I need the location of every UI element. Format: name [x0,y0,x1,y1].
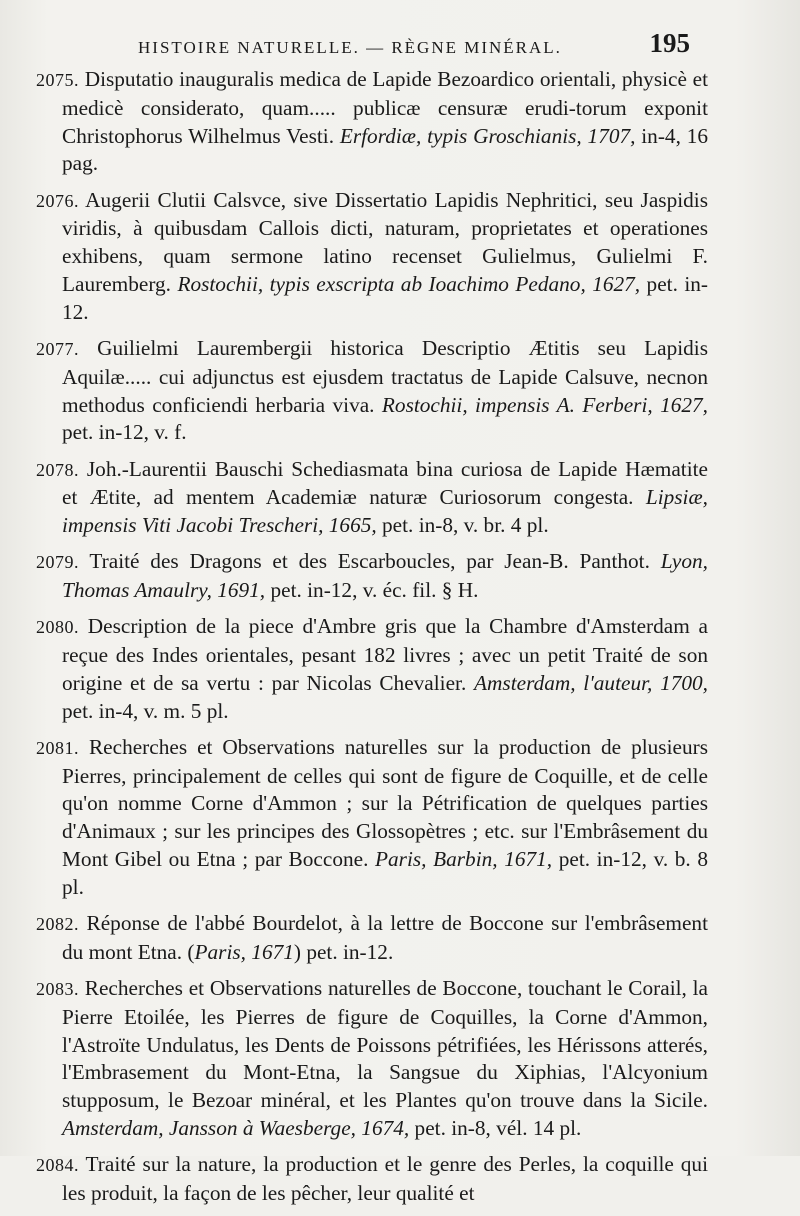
entry-number: 2077. [36,338,79,359]
entry-number: 2079. [36,552,79,573]
page-header [130,28,690,68]
entry-format: pet. in-12. [62,271,708,324]
entry-format: in-4, 16 pag. [62,123,708,176]
catalogue-entry-2075 [36,66,708,178]
entry-number: 2075. [36,70,79,90]
catalogue-entries [36,66,708,1216]
entry-imprint: Lipsiæ, impensis Viti Jacobi Trescheri, 1665, [62,485,708,538]
entry-text: Augerii Clutii Calsvce, sive Dissertatio Lapidis Nephritici, seu Jaspidis viridis, à quibusdam Callois dicti, naturam, proprietates et operationes exhibens, quam sermone latino recenset Gulielmus, Gulielmi F. Lauremberg. [62,187,708,296]
catalogue-entry-2078 [36,456,708,540]
catalogue-entry-2084 [36,1151,708,1208]
entry-text: Guilielmi Laurembergii historica Descriptio Ætitis seu Lapidis Aquilæ..... cui adjunctus est ejusdem tractatus de Lapide Calsuve, necnon methodus conficiendi herbaria viva. [62,335,708,417]
entry-imprint: Rostochii, impensis A. Ferberi, 1627, [381,392,709,417]
entry-imprint: Paris, 1671 [194,939,294,964]
entry-text: Recherches et Observations naturelles de Boccone, touchant le Corail, la Pierre Etoilée, les Pierres de figure de Coquilles, la Corne d'Ammon, l'Astroïte Undulatus, les Dents de Poissons pétrifiées, les Hérissons atterés, l'Embrasement du Mont-Etna, la Sangsue du Xiphias, l'Alcyonium stupposum, le Bezoar minéral, et les Plantes qu'on trouve dans la Sicile. [62,976,708,1113]
entry-number: 2080. [36,617,79,638]
entry-number: 2081. [36,737,79,758]
entry-format: pet. in-12, v. f. [62,420,187,445]
running-title: HISTOIRE NATURELLE. — RÈGNE MINÉRAL. [138,38,562,57]
entry-format: pet. in-12, v. éc. fil. § H. [265,578,479,603]
entry-format: pet. in-8, vél. 14 pl. [409,1116,582,1141]
entry-number: 2084. [36,1155,79,1176]
entry-imprint: Paris, Barbin, 1671, [375,847,553,872]
entry-text: Joh.-Laurentii Bauschi Schediasmata bina curiosa de Lapide Hæmatite et Ætite, ad mentem Academiæ naturæ Curiosorum congesta. [62,456,708,510]
entry-number: 2083. [36,979,79,1000]
catalogue-entry-2080 [36,613,708,725]
entry-text: Réponse de l'abbé Bourdelot, à la lettre de Boccone sur l'embrâsement du mont Etna. ( [62,911,708,964]
entry-text: Traité des Dragons et des Escarboucles, par Jean-B. Panthot. [79,549,661,574]
page-number: 195 [649,28,690,58]
catalogue-entry-2081 [36,734,708,902]
entry-imprint: Erfordiæ, typis Groschianis, 1707, [339,123,636,148]
catalogue-entry-2083 [36,975,708,1143]
entry-format: pet. in-12, v. b. 8 pl. [62,847,709,899]
catalogue-entry-2077 [36,335,708,447]
entry-format: pet. in-4, v. m. 5 pl. [62,698,229,723]
entry-text: Recherches et Observations naturelles sur la production de plusieurs Pierres, principalement de celles qui sont de figure de Coquille, et de celle qu'on nomme Corne d'Ammon ; sur la Pétrification de quelques parties d'Animaux ; sur les principes des Glossopètres ; etc. sur l'Embrâsement du Mont Gibel ou Etna ; par Boccone. [62,734,708,872]
catalogue-entry-2079 [36,548,708,605]
entry-format: pet. in-8, v. br. 4 pl. [376,513,549,538]
catalogue-entry-2082 [36,910,708,967]
entry-number: 2078. [36,459,79,480]
entry-imprint: Lyon, Thomas Amaulry, 1691, [62,549,708,603]
entry-imprint: Amsterdam, Jansson à Waesberge, 1674, [62,1116,410,1141]
entry-text: Disputatio inauguralis medica de Lapide Bezoardico orientali, physicè et medicè considerato, quam..... publicæ censuræ erudi-torum exponit Christophorus Wilhelmus Vesti. [62,67,708,148]
entry-format: ) pet. in-12. [293,939,394,964]
entry-imprint: Amsterdam, l'auteur, 1700, [474,670,709,695]
entry-imprint: Rostochii, typis exscripta ab Ioachimo Pedano, 1627, [177,271,641,296]
entry-text: Description de la piece d'Ambre gris que la Chambre d'Amsterdam a reçue des Indes orientales, pesant 182 livres ; avec un petit Traité de son origine et de sa vertu : par Nicolas Chevalier. [62,614,708,695]
entry-number: 2076. [36,190,79,211]
entry-text: Traité sur la nature, la production et le genre des Perles, la coquille qui les produit, la façon de les pêcher, leur qualité et [62,1152,708,1205]
catalogue-entry-2076 [36,187,708,327]
entry-number: 2082. [36,914,79,935]
